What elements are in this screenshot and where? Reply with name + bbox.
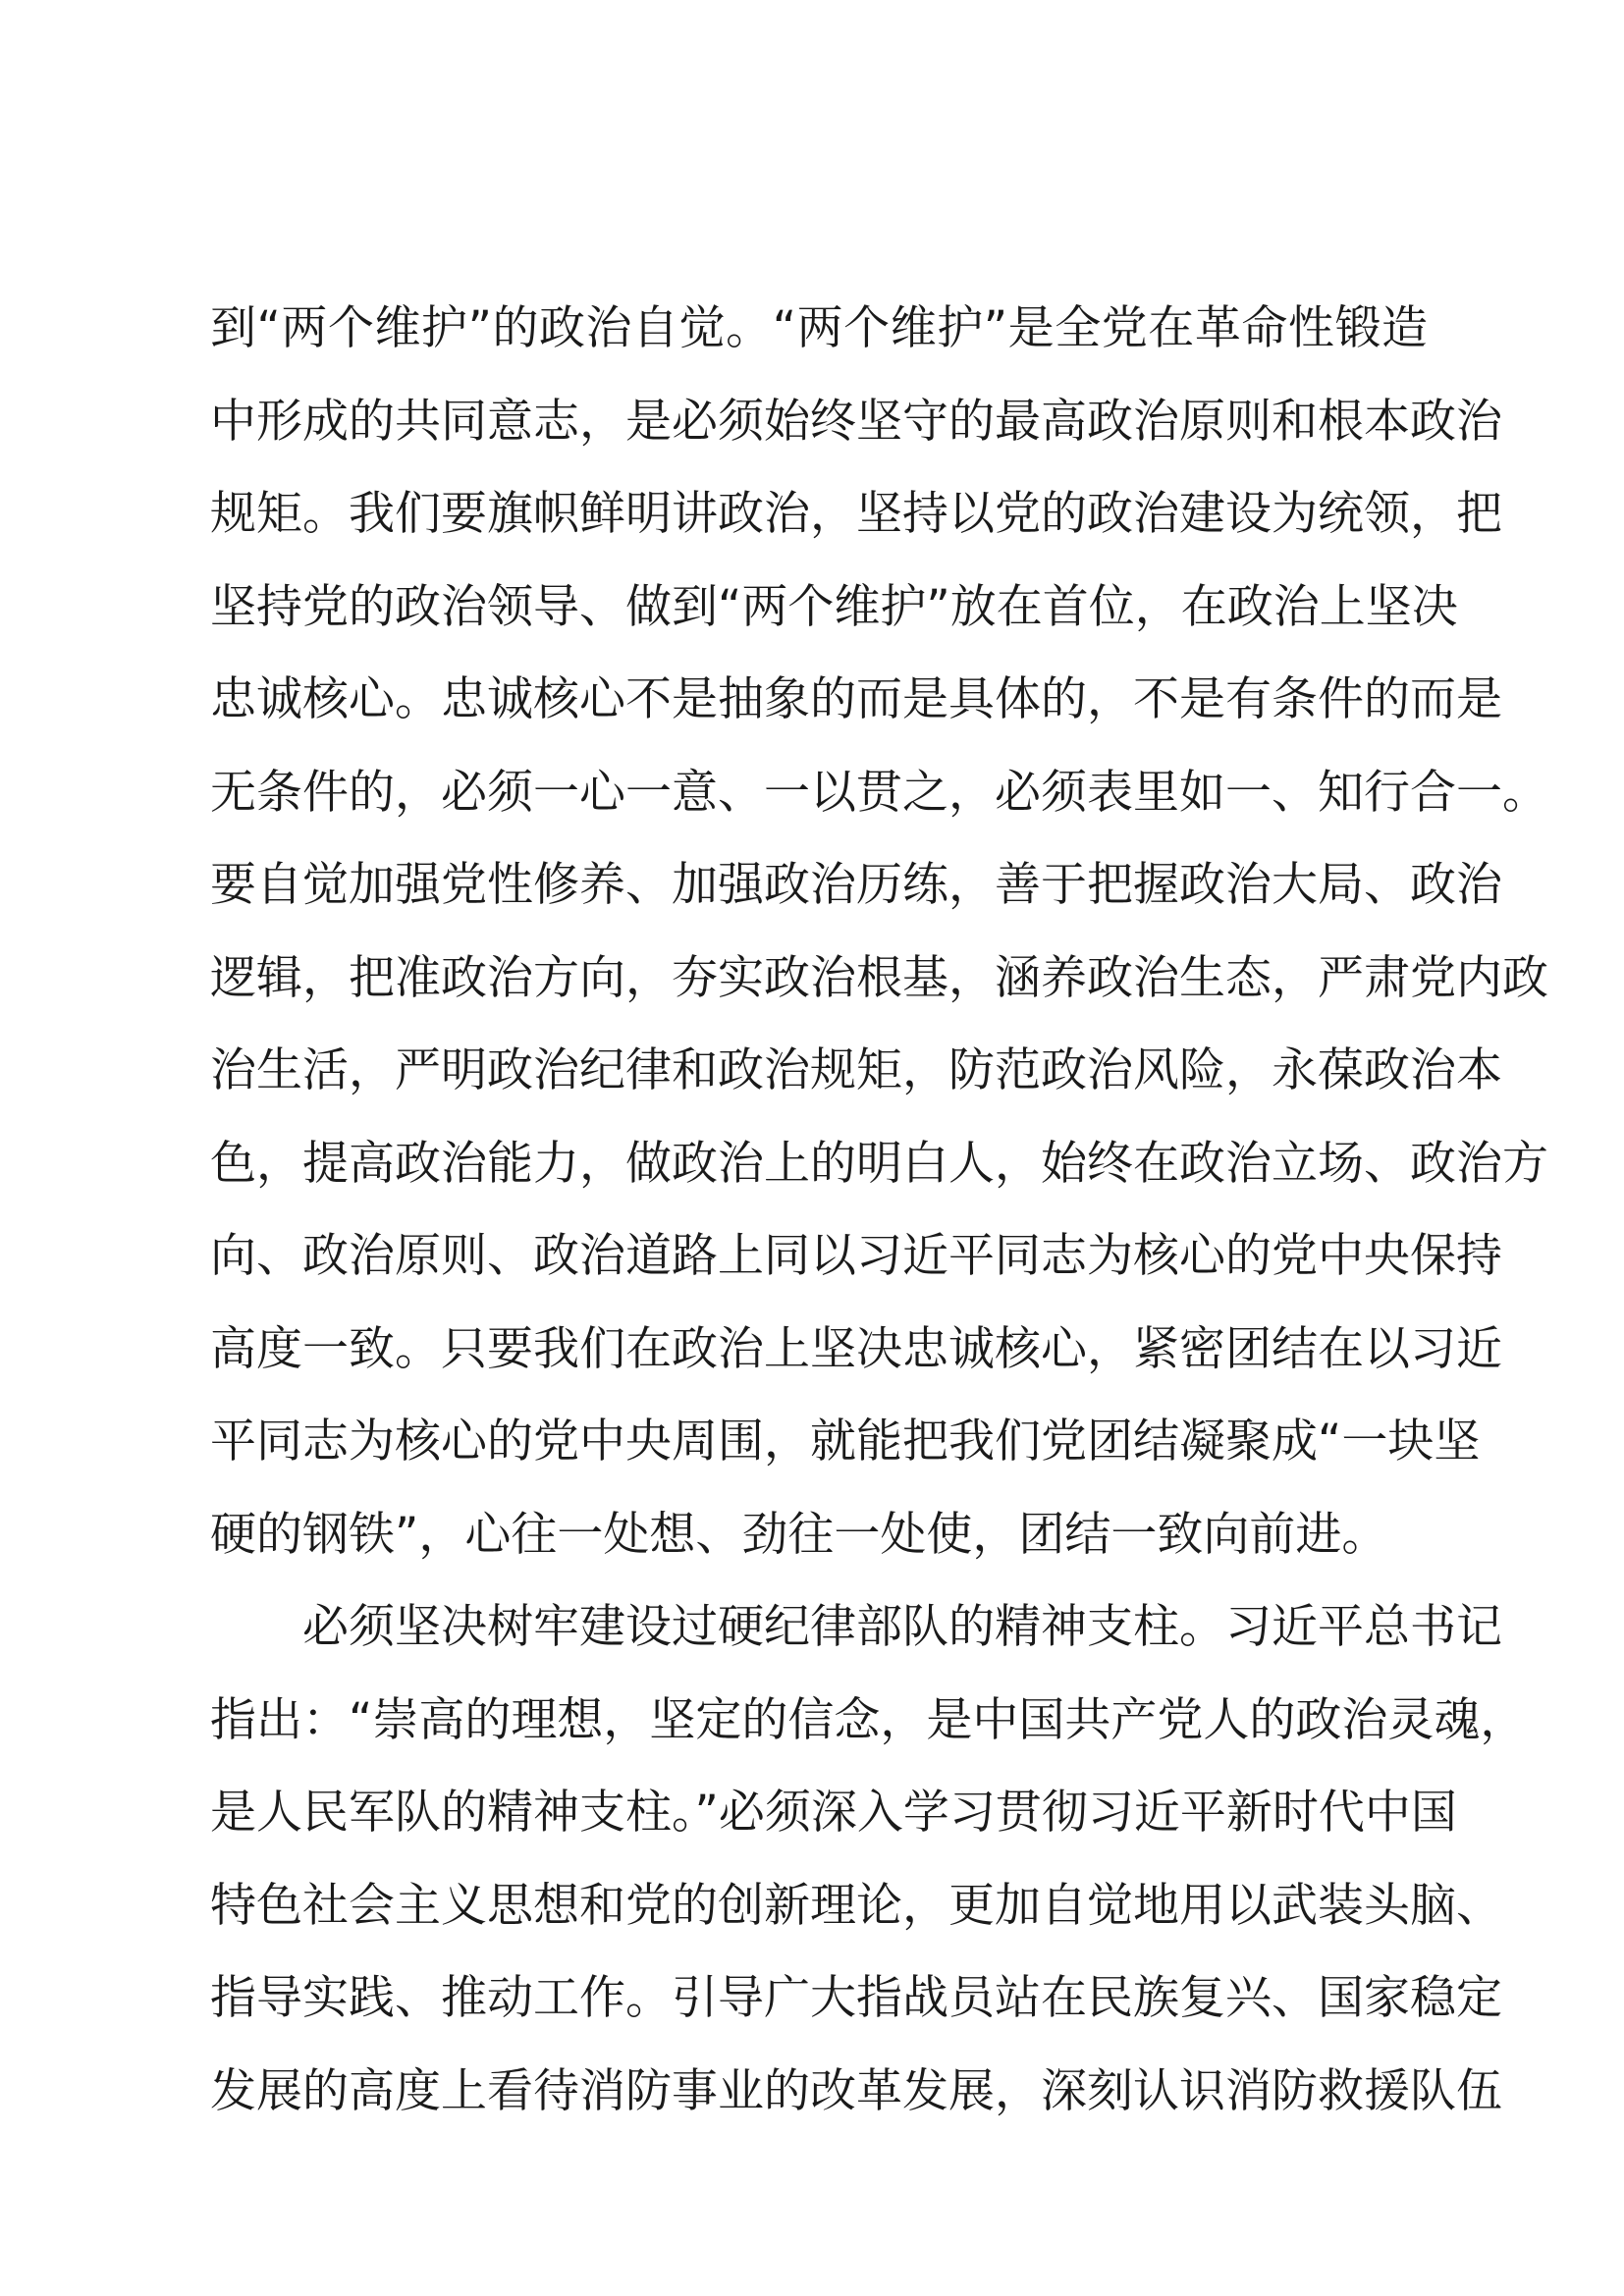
paragraph-end-line: 硬的钢铁”，心往一处想、劲往一处使，团结一致向前进。 [210, 1507, 1388, 1562]
text-line: 坚持党的政治领导、做到“两个维护”放在首位，在政治上坚决 [210, 579, 1458, 634]
text-line: 平同志为核心的党中央周围，就能把我们党团结凝聚成“一块坚 [210, 1415, 1481, 1468]
text-line: 向、政治原则、政治道路上同以习近平同志为核心的党中央保持 [210, 1229, 1502, 1283]
text-line: 指导实践、推动工作。引导广大指战员站在民族复兴、国家稳定 [210, 1971, 1502, 2025]
text-line: 无条件的，必须一心一意、一以贯之，必须表里如一、知行合一。 [210, 765, 1548, 820]
text-line: 规矩。我们要旗帜鲜明讲政治，坚持以党的政治建设为统领，把 [210, 487, 1502, 541]
text-line: 忠诚核心。忠诚核心不是抽象的而是具体的，不是有条件的而是 [210, 672, 1502, 726]
text-line: 是人民军队的精神支柱。”必须深入学习贯彻习近平新时代中国 [210, 1786, 1457, 1840]
text-line: 治生活，严明政治纪律和政治规矩，防范政治风险，永葆政治本 [210, 1043, 1502, 1097]
text-line: 逻辑，把准政治方向，夯实政治根基，涵养政治生态，严肃党内政 [210, 950, 1548, 1005]
text-line: 发展的高度上看待消防事业的改革发展，深刻认识消防救援队伍 [210, 2063, 1502, 2118]
text-line: 中形成的共同意志，是必须始终坚守的最高政治原则和根本政治 [210, 394, 1502, 449]
body-text [210, 283, 1548, 2138]
text-line: 色，提高政治能力，做政治上的明白人，始终在政治立场、政治方 [210, 1136, 1548, 1191]
text-line: 要自觉加强党性修养、加强政治历练，善于把握政治大局、政治 [210, 858, 1502, 912]
paragraph-first-line: 必须坚决树牢建设过硬纪律部队的精神支柱。习近平总书记 [302, 1600, 1502, 1654]
text-line: 指出：“崇高的理想，坚定的信念，是中国共产党人的政治灵魂， [210, 1692, 1527, 1747]
text-line: 特色社会主义思想和党的创新理论，更加自觉地用以武装头脑、 [210, 1878, 1502, 1933]
text-line: 高度一致。只要我们在政治上坚决忠诚核心，紧密团结在以习近 [210, 1321, 1502, 1376]
text-line: 到“两个维护”的政治自觉。“两个维护”是全党在革命性锻造 [210, 301, 1428, 355]
